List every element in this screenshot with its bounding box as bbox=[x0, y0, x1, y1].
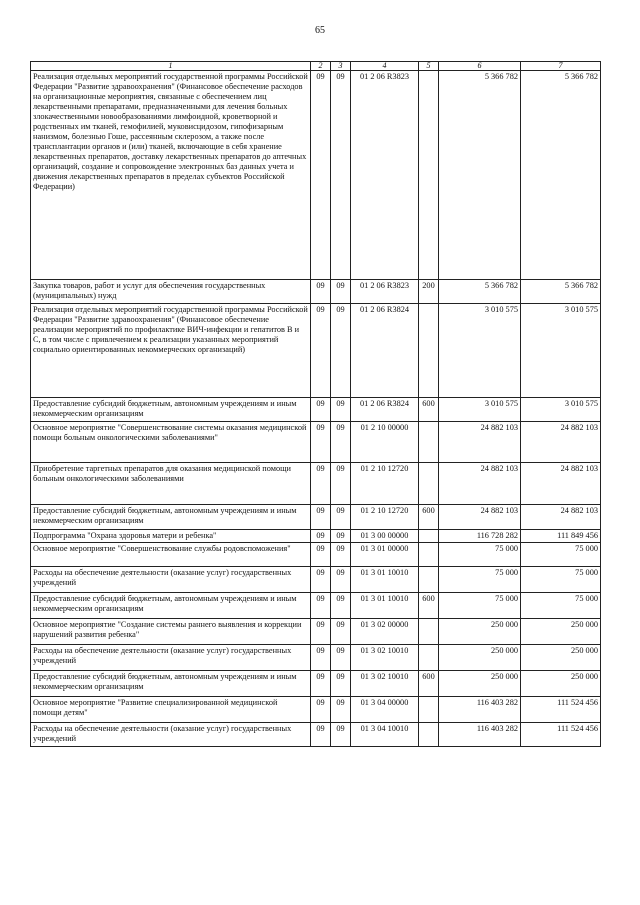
cell-prz: 09 bbox=[331, 567, 351, 593]
cell-sum2: 24 882 103 bbox=[521, 463, 601, 505]
table-row bbox=[31, 398, 601, 422]
table-row bbox=[31, 463, 601, 505]
cell-vr: 600 bbox=[419, 593, 439, 619]
cell-prz: 09 bbox=[331, 530, 351, 543]
table-row bbox=[31, 304, 601, 398]
table-row bbox=[31, 530, 601, 543]
table-row bbox=[31, 697, 601, 723]
cell-sum2: 75 000 bbox=[521, 593, 601, 619]
column-header: 1 bbox=[31, 62, 311, 71]
cell-csr: 01 2 06 R3824 bbox=[351, 304, 419, 398]
cell-vr: 200 bbox=[419, 280, 439, 304]
cell-csr: 01 3 02 10010 bbox=[351, 645, 419, 671]
cell-sum1: 116 728 282 bbox=[439, 530, 521, 543]
cell-vr bbox=[419, 567, 439, 593]
cell-vr bbox=[419, 463, 439, 505]
cell-sum1: 75 000 bbox=[439, 593, 521, 619]
cell-sum2: 5 366 782 bbox=[521, 280, 601, 304]
cell-vr bbox=[419, 619, 439, 645]
cell-vr bbox=[419, 543, 439, 567]
cell-rz: 09 bbox=[311, 398, 331, 422]
cell-sum2: 111 524 456 bbox=[521, 723, 601, 747]
cell-csr: 01 3 04 00000 bbox=[351, 697, 419, 723]
cell-rz: 09 bbox=[311, 463, 331, 505]
cell-sum2: 3 010 575 bbox=[521, 398, 601, 422]
table-row bbox=[31, 543, 601, 567]
cell-csr: 01 3 01 10010 bbox=[351, 593, 419, 619]
cell-prz: 09 bbox=[331, 505, 351, 530]
cell-rz: 09 bbox=[311, 543, 331, 567]
cell-sum2: 24 882 103 bbox=[521, 422, 601, 463]
cell-prz: 09 bbox=[331, 697, 351, 723]
cell-rz: 09 bbox=[311, 505, 331, 530]
cell-rz: 09 bbox=[311, 304, 331, 398]
cell-sum1: 250 000 bbox=[439, 645, 521, 671]
cell-name: Предоставление субсидий бюджетным, автономным учреждениям и иным некоммерческим организациям bbox=[31, 671, 311, 697]
cell-name: Основное мероприятие "Развитие специализированной медицинской помощи детям" bbox=[31, 697, 311, 723]
table-row bbox=[31, 671, 601, 697]
cell-vr bbox=[419, 723, 439, 747]
cell-vr bbox=[419, 422, 439, 463]
cell-prz: 09 bbox=[331, 619, 351, 645]
column-header: 3 bbox=[331, 62, 351, 71]
cell-sum1: 75 000 bbox=[439, 567, 521, 593]
cell-sum1: 3 010 575 bbox=[439, 304, 521, 398]
cell-csr: 01 2 10 12720 bbox=[351, 463, 419, 505]
cell-vr bbox=[419, 697, 439, 723]
cell-sum1: 75 000 bbox=[439, 543, 521, 567]
table-row bbox=[31, 645, 601, 671]
cell-name: Подпрограмма "Охрана здоровья матери и ребенка" bbox=[31, 530, 311, 543]
cell-name: Предоставление субсидий бюджетным, автономным учреждениям и иным некоммерческим организациям bbox=[31, 398, 311, 422]
table-row bbox=[31, 71, 601, 280]
cell-sum1: 24 882 103 bbox=[439, 463, 521, 505]
cell-name: Предоставление субсидий бюджетным, автономным учреждениям и иным некоммерческим организациям bbox=[31, 505, 311, 530]
cell-vr: 600 bbox=[419, 505, 439, 530]
cell-sum2: 250 000 bbox=[521, 619, 601, 645]
cell-vr: 600 bbox=[419, 398, 439, 422]
cell-sum1: 250 000 bbox=[439, 671, 521, 697]
cell-sum1: 5 366 782 bbox=[439, 280, 521, 304]
table-row bbox=[31, 619, 601, 645]
table-row bbox=[31, 567, 601, 593]
cell-rz: 09 bbox=[311, 71, 331, 280]
cell-prz: 09 bbox=[331, 280, 351, 304]
cell-rz: 09 bbox=[311, 619, 331, 645]
header-row bbox=[31, 62, 601, 71]
table-row bbox=[31, 505, 601, 530]
table-row bbox=[31, 723, 601, 747]
cell-name: Реализация отдельных мероприятий государственной программы Российской Федерации "Развитие здравоохранения" (Финансовое обеспечение расходов на организационные мероприятия, связанные с обеспечением лиц лекарственными препаратами, предназначенными для лечения больных злокачественными новообразованиями лимфоидной, кроветворной и родственных им тканей, гемофилией, муковисцидозом, гипофизарным нанизмом, болезнью Гоше, рассеянным склерозом, а также после трансплантации органов и (или) тканей, включающие в себя хранение лекарственных препаратов, доставку лекарственных препаратов до аптечных организаций, создание и сопровождение электронных баз данных учета и движения лекарственных препаратов в пределах субъектов Российской Федерации) bbox=[31, 71, 311, 280]
cell-vr bbox=[419, 530, 439, 543]
table-row bbox=[31, 280, 601, 304]
cell-sum1: 24 882 103 bbox=[439, 422, 521, 463]
budget-table bbox=[30, 61, 601, 747]
cell-prz: 09 bbox=[331, 463, 351, 505]
cell-sum1: 116 403 282 bbox=[439, 723, 521, 747]
cell-sum1: 250 000 bbox=[439, 619, 521, 645]
cell-rz: 09 bbox=[311, 671, 331, 697]
cell-prz: 09 bbox=[331, 304, 351, 398]
cell-prz: 09 bbox=[331, 398, 351, 422]
page-number: 65 bbox=[315, 25, 325, 36]
cell-csr: 01 3 01 00000 bbox=[351, 543, 419, 567]
cell-name: Основное мероприятие "Совершенствование службы родовспоможения" bbox=[31, 543, 311, 567]
cell-sum1: 24 882 103 bbox=[439, 505, 521, 530]
cell-name: Предоставление субсидий бюджетным, автономным учреждениям и иным некоммерческим организациям bbox=[31, 593, 311, 619]
cell-sum2: 75 000 bbox=[521, 567, 601, 593]
cell-csr: 01 2 10 12720 bbox=[351, 505, 419, 530]
cell-csr: 01 2 10 00000 bbox=[351, 422, 419, 463]
cell-sum2: 5 366 782 bbox=[521, 71, 601, 280]
cell-csr: 01 2 06 R3823 bbox=[351, 71, 419, 280]
cell-rz: 09 bbox=[311, 422, 331, 463]
cell-sum2: 111 849 456 bbox=[521, 530, 601, 543]
column-header: 6 bbox=[439, 62, 521, 71]
cell-rz: 09 bbox=[311, 645, 331, 671]
cell-vr: 600 bbox=[419, 671, 439, 697]
cell-sum2: 3 010 575 bbox=[521, 304, 601, 398]
cell-prz: 09 bbox=[331, 645, 351, 671]
cell-csr: 01 3 02 00000 bbox=[351, 619, 419, 645]
table-row bbox=[31, 422, 601, 463]
cell-name: Основное мероприятие "Совершенствование системы оказания медицинской помощи больным онкологическими заболеваниями" bbox=[31, 422, 311, 463]
cell-csr: 01 3 02 10010 bbox=[351, 671, 419, 697]
cell-name: Закупка товаров, работ и услуг для обеспечения государственных (муниципальных) нужд bbox=[31, 280, 311, 304]
cell-rz: 09 bbox=[311, 280, 331, 304]
cell-name: Приобретение таргетных препаратов для оказания медицинской помощи больным онкологическими заболеваниями bbox=[31, 463, 311, 505]
cell-sum2: 250 000 bbox=[521, 671, 601, 697]
column-header: 5 bbox=[419, 62, 439, 71]
cell-rz: 09 bbox=[311, 593, 331, 619]
cell-rz: 09 bbox=[311, 530, 331, 543]
cell-sum1: 3 010 575 bbox=[439, 398, 521, 422]
cell-sum1: 116 403 282 bbox=[439, 697, 521, 723]
cell-rz: 09 bbox=[311, 723, 331, 747]
cell-rz: 09 bbox=[311, 567, 331, 593]
cell-name: Расходы на обеспечение деятельности (оказание услуг) государственных учреждений bbox=[31, 645, 311, 671]
cell-sum2: 75 000 bbox=[521, 543, 601, 567]
cell-rz: 09 bbox=[311, 697, 331, 723]
cell-prz: 09 bbox=[331, 671, 351, 697]
cell-csr: 01 2 06 R3824 bbox=[351, 398, 419, 422]
cell-prz: 09 bbox=[331, 593, 351, 619]
cell-csr: 01 3 04 10010 bbox=[351, 723, 419, 747]
cell-prz: 09 bbox=[331, 71, 351, 280]
cell-name: Реализация отдельных мероприятий государственной программы Российской Федерации "Развитие здравоохранения" (Финансовое обеспечение реализации мероприятий по профилактике ВИЧ-инфекции и гепатитов В и С, в том числе с привлечением к реализации указанных мероприятий социально ориентированных некоммерческих организаций) bbox=[31, 304, 311, 398]
cell-prz: 09 bbox=[331, 422, 351, 463]
cell-sum2: 250 000 bbox=[521, 645, 601, 671]
cell-prz: 09 bbox=[331, 543, 351, 567]
cell-sum2: 111 524 456 bbox=[521, 697, 601, 723]
cell-name: Основное мероприятие "Создание системы раннего выявления и коррекции нарушений развития ребенка" bbox=[31, 619, 311, 645]
cell-sum2: 24 882 103 bbox=[521, 505, 601, 530]
cell-vr bbox=[419, 645, 439, 671]
table-row bbox=[31, 593, 601, 619]
cell-sum1: 5 366 782 bbox=[439, 71, 521, 280]
column-header: 4 bbox=[351, 62, 419, 71]
cell-vr bbox=[419, 304, 439, 398]
cell-name: Расходы на обеспечение деятельности (оказание услуг) государственных учреждений bbox=[31, 567, 311, 593]
column-header: 2 bbox=[311, 62, 331, 71]
cell-csr: 01 3 01 10010 bbox=[351, 567, 419, 593]
cell-name: Расходы на обеспечение деятельности (оказание услуг) государственных учреждений bbox=[31, 723, 311, 747]
cell-csr: 01 3 00 00000 bbox=[351, 530, 419, 543]
cell-csr: 01 2 06 R3823 bbox=[351, 280, 419, 304]
cell-prz: 09 bbox=[331, 723, 351, 747]
column-header: 7 bbox=[521, 62, 601, 71]
cell-vr bbox=[419, 71, 439, 280]
